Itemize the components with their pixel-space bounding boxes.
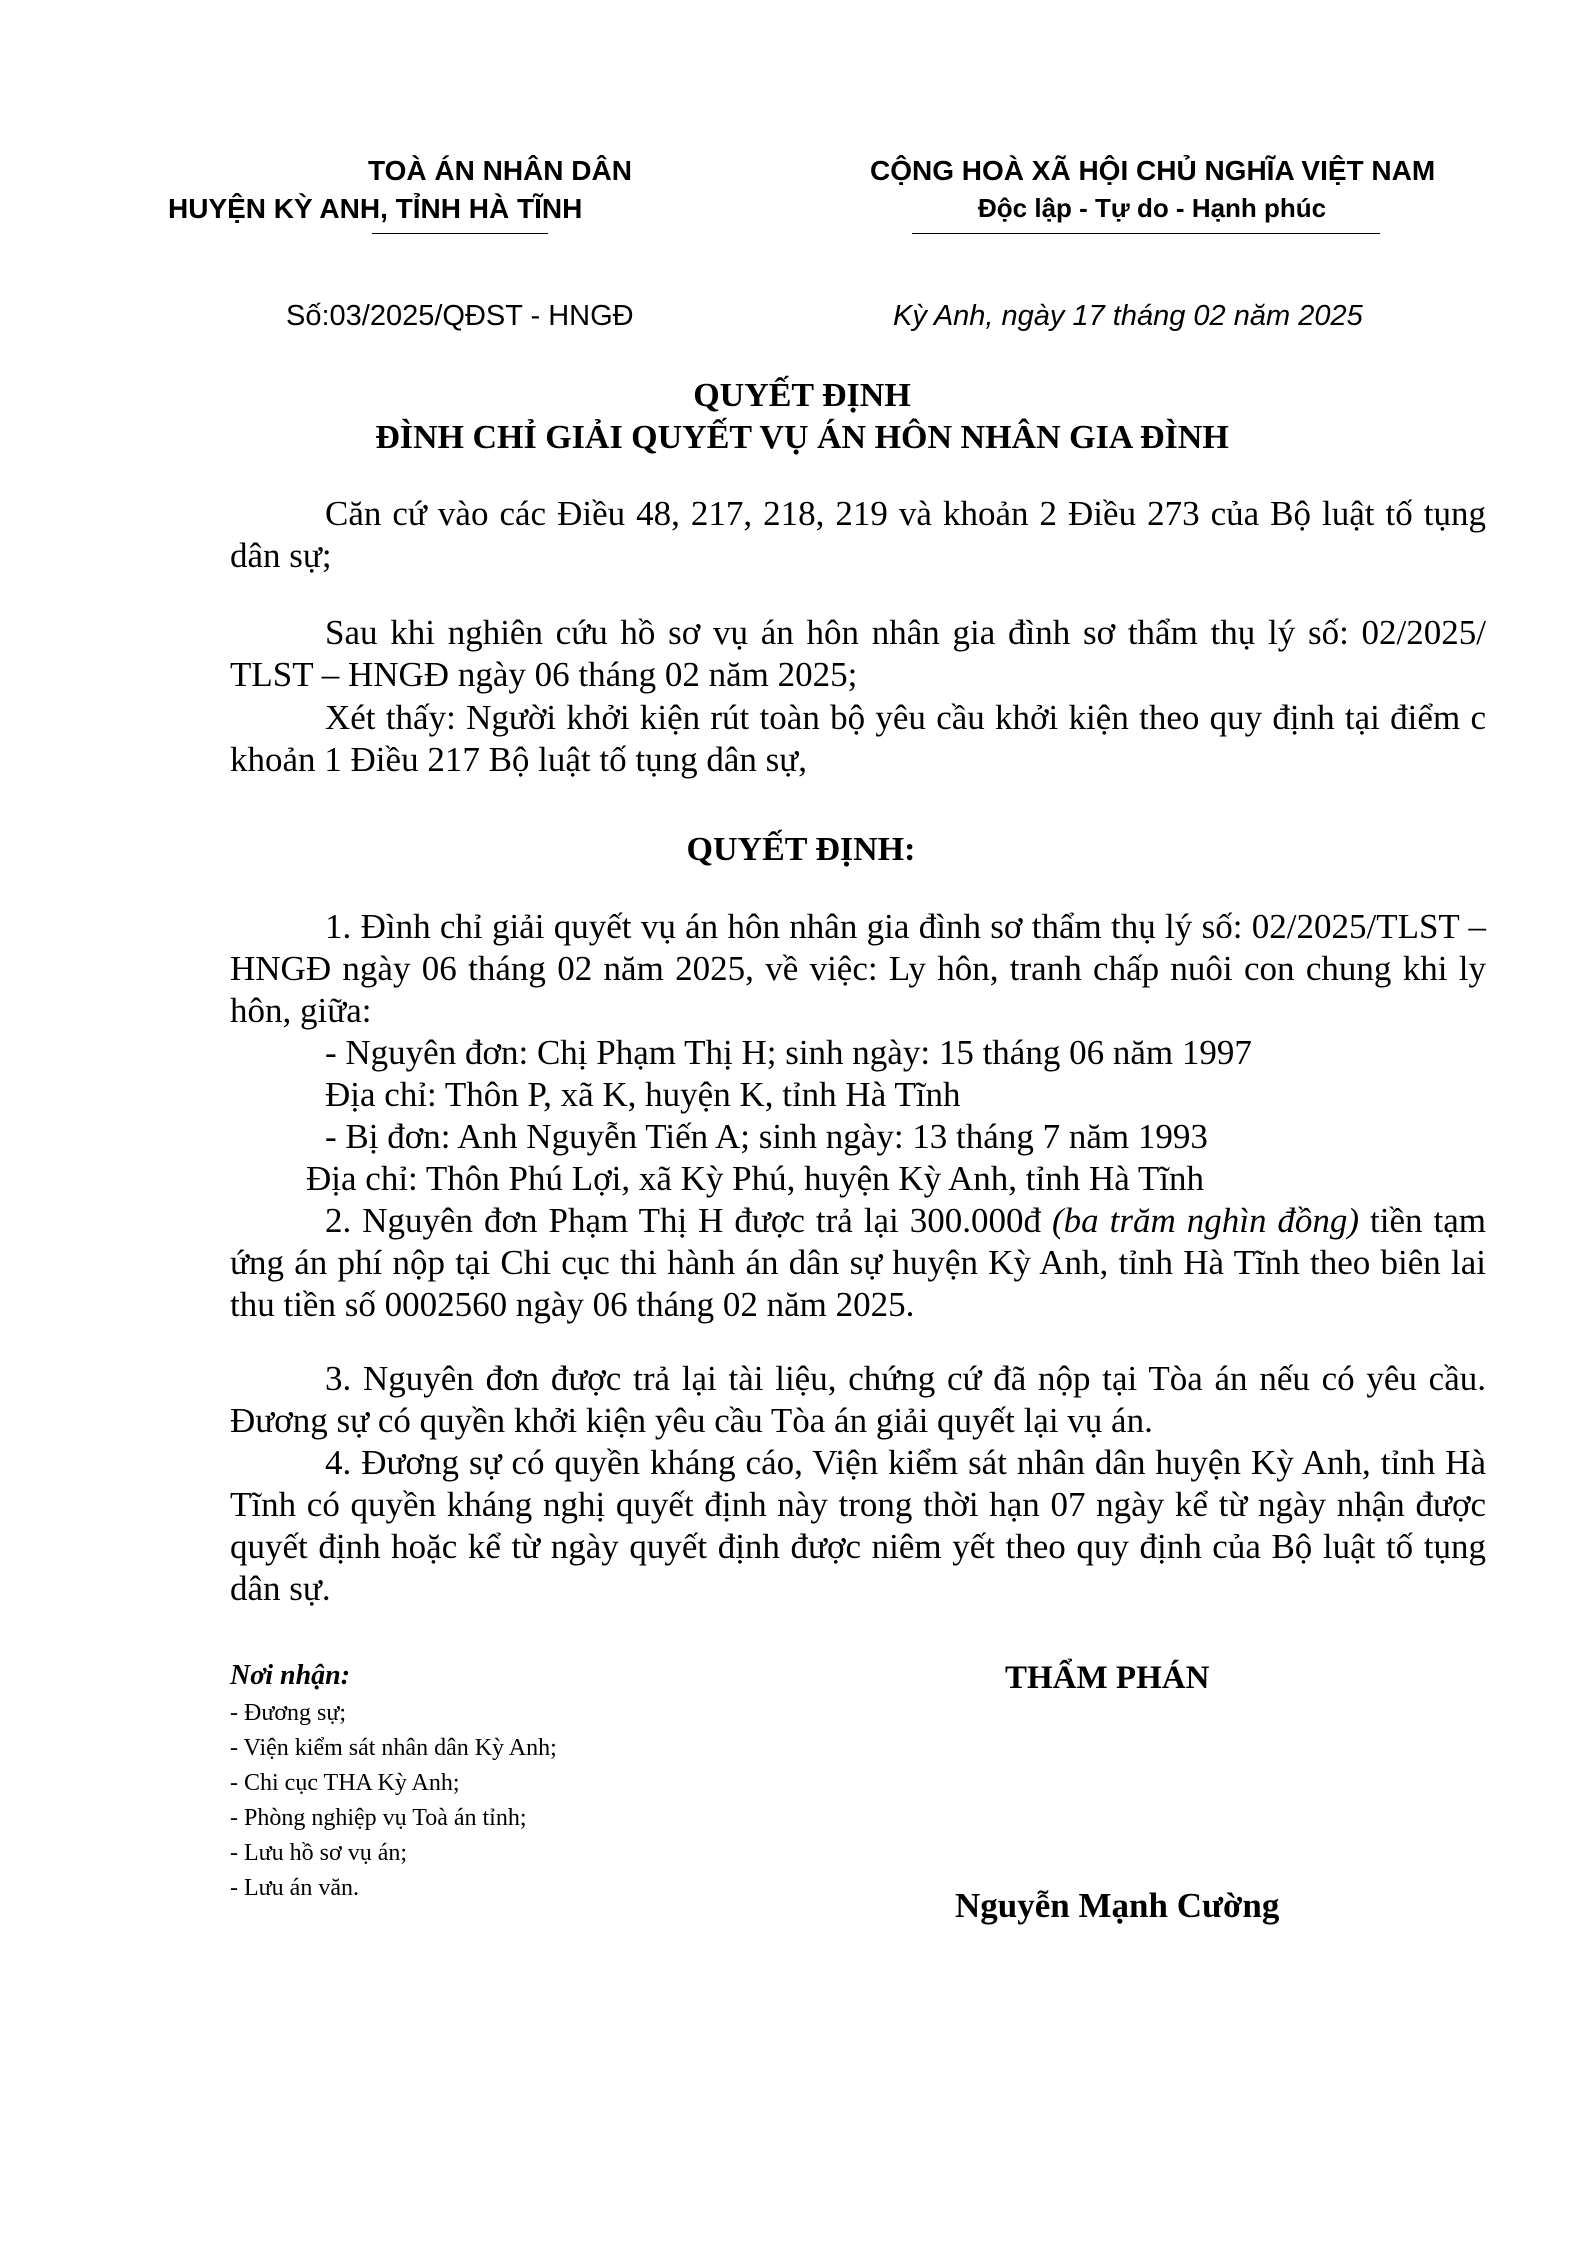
nation-motto: Độc lập - Tự do - Hạnh phúc — [978, 193, 1327, 223]
recipient-item: - Phòng nghiệp vụ Toà án tỉnh; — [230, 1805, 527, 1831]
recipient-item: - Lưu hồ sơ vụ án; — [230, 1840, 408, 1866]
recipient-item: - Viện kiểm sát nhân dân Kỳ Anh; — [230, 1735, 557, 1761]
recipient-item: - Lưu án văn. — [230, 1875, 359, 1901]
decision-item-4: 4. Đương sự có quyền kháng cáo, Viện kiểm sát nhân dân huyện Kỳ Anh, tỉnh Hà Tĩnh có quyền kháng nghị quyết định này trong thời hạn 07 ngày kể từ ngày nhận được quyết định hoặc kể từ ngày quyết định được niêm yết theo quy định của Bộ luật tố tụng dân sự. — [230, 1443, 1486, 1608]
decision-item-2-amount-words: (ba trăm nghìn đồng) — [1051, 1201, 1360, 1240]
signer-role: THẨM PHÁN — [1005, 1660, 1210, 1696]
recipients-list — [230, 1696, 557, 1906]
court-underline — [372, 233, 548, 234]
preamble-legal-basis: Căn cứ vào các Điều 48, 217, 218, 219 và khoản 2 Điều 273 của Bộ luật tố tụng dân sự; — [230, 494, 1486, 575]
recipient-item: - Chi cục THA Kỳ Anh; — [230, 1770, 460, 1796]
decision-item-2-text-b: tiền tạm ứng án phí nộp tại Chi cục thi hành án dân sự huyện Kỳ Anh, tỉnh Hà Tĩnh theo biên lai thu tiền số 0002560 ngày 06 tháng 02 năm 2025. — [230, 1201, 1487, 1324]
court-name-line1: TOÀ ÁN NHÂN DÂN — [368, 155, 632, 186]
nation-title: CỘNG HOÀ XÃ HỘI CHỦ NGHĨA VIỆT NAM — [870, 155, 1436, 186]
document-subtitle: ĐÌNH CHỈ GIẢI QUYẾT VỤ ÁN HÔN NHÂN GIA ĐÌNH — [375, 419, 1229, 456]
motto-underline — [912, 233, 1380, 234]
decision-item-2 — [230, 1200, 1486, 1326]
decision-item-1: 1. Đình chỉ giải quyết vụ án hôn nhân gia đình sơ thẩm thụ lý số: 02/2025/TLST – HNGĐ ngày 06 tháng 02 năm 2025, về việc: Ly hôn, tranh chấp nuôi con chung khi ly hôn, giữa: — [230, 907, 1486, 1030]
plaintiff-address: Địa chỉ: Thôn P, xã K, huyện K, tỉnh Hà Tĩnh — [325, 1075, 961, 1114]
signer-name: Nguyễn Mạnh Cường — [955, 1886, 1280, 1925]
recipients-heading: Nơi nhận: — [230, 1660, 351, 1691]
decision-item-3: 3. Nguyên đơn được trả lại tài liệu, chứng cứ đã nộp tại Tòa án nếu có yêu cầu. Đương sự có quyền khởi kiện yêu cầu Tòa án giải quyết lại vụ án. — [230, 1359, 1486, 1440]
decision-item-2-text-a: 2. Nguyên đơn Phạm Thị H được trả lại 300.000đ — [325, 1201, 1052, 1240]
defendant-address: Địa chỉ: Thôn Phú Lợi, xã Kỳ Phú, huyện Kỳ Anh, tỉnh Hà Tĩnh — [306, 1159, 1205, 1198]
plaintiff-info: - Nguyên đơn: Chị Phạm Thị H; sinh ngày: 15 tháng 06 năm 1997 — [325, 1033, 1252, 1072]
place-date: Kỳ Anh, ngày 17 tháng 02 năm 2025 — [893, 300, 1363, 332]
preamble-case-review: Sau khi nghiên cứu hồ sơ vụ án hôn nhân gia đình sơ thẩm thụ lý số: 02/2025/ TLST – HNGĐ ngày 06 tháng 02 năm 2025; — [230, 613, 1486, 694]
defendant-info: - Bị đơn: Anh Nguyễn Tiến A; sinh ngày: 13 tháng 7 năm 1993 — [325, 1117, 1208, 1156]
document-title: QUYẾT ĐỊNH — [693, 377, 911, 414]
preamble-finding: Xét thấy: Người khởi kiện rút toàn bộ yêu cầu khởi kiện theo quy định tại điểm c khoản 1 Điều 217 Bộ luật tố tụng dân sự, — [230, 698, 1486, 779]
decision-heading: QUYẾT ĐỊNH: — [686, 831, 916, 868]
document-number: Số:03/2025/QĐST - HNGĐ — [286, 300, 634, 332]
court-name-line2: HUYỆN KỲ ANH, TỈNH HÀ TĨNH — [168, 193, 583, 224]
recipient-item: - Đương sự; — [230, 1700, 347, 1726]
